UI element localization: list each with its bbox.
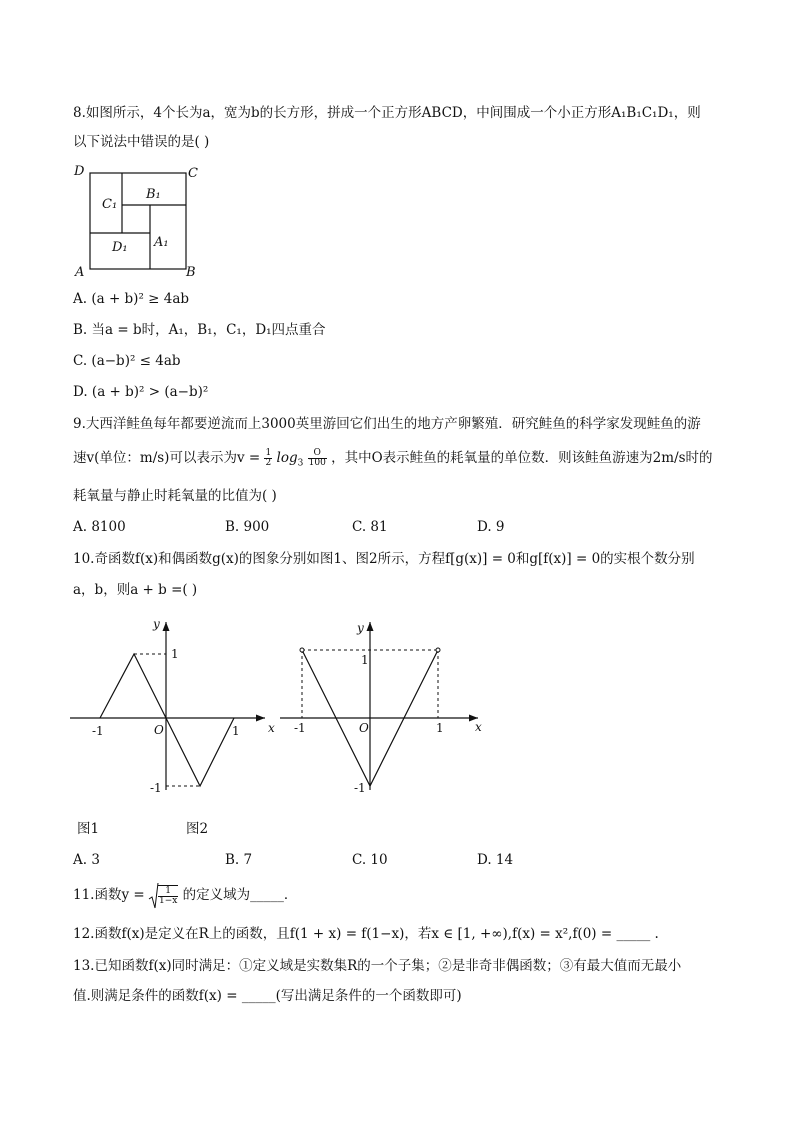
fig1-x-label: x: [268, 721, 275, 735]
q10-caption-fig2: 图2: [186, 821, 209, 837]
q8-label-d1: D₁: [112, 240, 128, 255]
q8-label-c1: C₁: [102, 197, 118, 212]
q8-option-d: D. (a + b)² > (a−b)²: [73, 384, 209, 400]
q9-line2-pre: 速v(单位：m/s)可以表示为v =: [73, 450, 265, 466]
q8-option-c: C. (a−b)² ≤ 4ab: [73, 353, 181, 369]
q11-pre: 11.函数y =: [73, 887, 149, 903]
q8-label-a1: A₁: [154, 235, 169, 250]
fig1-graph: [100, 654, 234, 786]
q13-stem-line1: 13.已知函数f(x)同时满足：①定义域是实数集R的一个子集；②是非奇非偶函数；③有最大值而无最小: [73, 958, 682, 974]
fig1-tick-1: 1: [232, 724, 240, 738]
q9-stem-line2: [73, 449, 713, 473]
fig2-y-label: y: [357, 621, 364, 635]
fig1-tick-neg1: -1: [92, 724, 104, 738]
q10-option-b: B. 7: [225, 852, 253, 868]
q10-caption-fig1: 图1: [77, 821, 100, 837]
fig2-x-label: x: [475, 720, 482, 734]
q9-half-fraction: [264, 449, 272, 468]
q9-o-num: O: [308, 449, 327, 459]
q8-label-b1: B₁: [146, 187, 161, 202]
fig1-y-label: y: [153, 617, 160, 631]
q9-log: log: [276, 450, 298, 466]
fig1-y-arrow: [163, 622, 170, 631]
q8-figure: [70, 160, 210, 285]
fig1-ytick-1: 1: [171, 647, 179, 661]
q10-figure2: [270, 610, 500, 810]
q9-option-b: B. 900: [225, 519, 270, 535]
q10-option-d: D. 14: [477, 852, 514, 868]
q8-stem-line1: 8.如图所示，4个长为a，宽为b的长方形，拼成一个正方形ABCD，中间围成一个小正方形A₁B₁C₁D₁，则: [73, 105, 701, 121]
q8-option-b: B. 当a = b时，A₁，B₁，C₁，D₁四点重合: [73, 322, 326, 338]
q9-option-c: C. 81: [352, 519, 388, 535]
q9-option-a: A. 8100: [73, 519, 126, 535]
fig2-tick-1: 1: [436, 721, 444, 735]
q8-label-a: A: [75, 265, 85, 280]
fig2-origin-label: O: [359, 721, 369, 735]
q9-o-den: 100: [308, 458, 326, 468]
q8-label-c: C: [188, 166, 198, 181]
fig2-ytick-1: 1: [361, 653, 369, 667]
q11-fraction: [158, 885, 178, 906]
q11-num: 1: [158, 887, 178, 897]
q9-log-base: 3: [297, 458, 304, 469]
q10-stem-line1: 10.奇函数f(x)和偶函数g(x)的图象分别如图1、图2所示，方程f[g(x)] = 0和g[f(x)] = 0的实根个数分别: [73, 551, 695, 567]
q9-line2-post: ，其中O表示鲑鱼的耗氧量的单位数．则该鲑鱼游速为2m/s时的: [331, 450, 713, 466]
fig2-tick-neg1: -1: [294, 721, 306, 735]
q8-option-a: A. (a + b)² ≥ 4ab: [73, 291, 190, 307]
q13-stem-line2: 值.则满足条件的函数f(x) = _____(写出满足条件的一个函数即可): [73, 988, 462, 1004]
q10-option-a: A. 3: [73, 852, 100, 868]
fig2-y-arrow: [367, 622, 374, 631]
q8-label-d: D: [74, 164, 85, 179]
q11-den: 1−x: [159, 896, 178, 906]
fig1-x-arrow: [256, 715, 265, 722]
q10-figure1: [60, 610, 290, 810]
fig1-origin-label: O: [154, 723, 164, 737]
q11-stem: [73, 885, 297, 906]
q12-stem: 12.函数f(x)是定义在R上的函数，且f(1 + x) = f(1−x)，若x ∈ [1, +∞),f(x) = x²,f(0) = _____ .: [73, 926, 659, 942]
q11-radical-sign: [149, 883, 159, 909]
q11-post: 的定义域为_____．: [182, 887, 298, 903]
q8-outer-square: [90, 173, 186, 269]
q10-stem-line2: a，b，则a + b =( ): [73, 582, 198, 598]
q9-half-num: 1: [265, 448, 272, 458]
q11-sqrt: [149, 885, 178, 906]
q8-stem-line2: 以下说法中错误的是( ): [73, 134, 210, 150]
fig1-ytick-neg1: -1: [150, 781, 162, 795]
q10-option-c: C. 10: [352, 852, 388, 868]
q8-label-b: B: [186, 265, 196, 280]
fig2-open-point-right: [436, 648, 440, 652]
q9-stem-line3: 耗氧量与静止时耗氧量的比值为( ): [73, 488, 277, 504]
q9-o-fraction: [308, 449, 327, 468]
q9-stem-line1: 9.大西洋鲑鱼每年都要逆流而上3000英里游回它们出生的地方产卵繁殖．研究鲑鱼的科学家发现鲑鱼的游: [73, 416, 701, 432]
q9-option-d: D. 9: [477, 519, 505, 535]
fig2-ytick-neg1: -1: [354, 781, 366, 795]
q9-half-den: 2: [265, 458, 272, 468]
fig2-open-point-left: [300, 648, 304, 652]
